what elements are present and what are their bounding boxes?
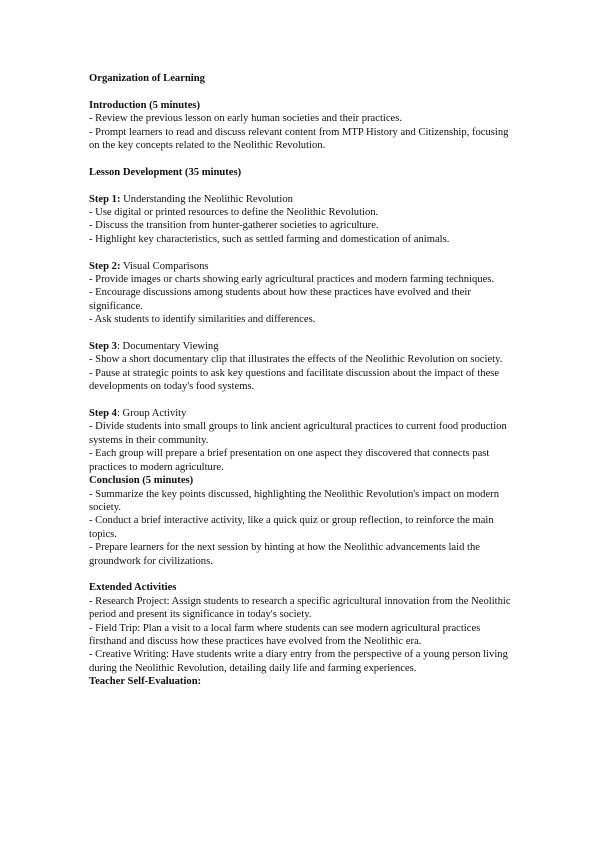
- introduction-section: [89, 99, 519, 153]
- step-2-section: [89, 260, 519, 327]
- step-1-item: - Discuss the transition from hunter-gatherer societies to agriculture.: [89, 220, 379, 232]
- step-3-item: - Pause at strategic points to ask key questions and facilitate discussion about the impact of these developments on today's food systems.: [89, 367, 500, 393]
- introduction-item: - Prompt learners to read and discuss relevant content from MTP History and Citizenship, focusing on the key concepts related to the Neolithic Revolution.: [89, 126, 509, 152]
- step-1-item: - Use digital or printed resources to define the Neolithic Revolution.: [89, 207, 379, 219]
- conclusion-item: - Prepare learners for the next session by hinting at how the Neolithic advancements laid the groundwork for civilizations.: [89, 542, 480, 567]
- step-1-label: Step 1:: [89, 193, 121, 205]
- teacher-self-evaluation-heading: Teacher Self-Evaluation:: [89, 676, 202, 688]
- step-3-label: Step 3: [89, 341, 117, 353]
- step-4-section: [89, 407, 519, 474]
- step-2-item: - Ask students to identify similarities and differences.: [89, 314, 316, 326]
- conclusion-section: [89, 474, 519, 568]
- step-2-label: Step 2:: [89, 260, 121, 272]
- extended-activities-section: [89, 581, 519, 675]
- conclusion-heading: Conclusion (5 minutes): [89, 475, 194, 487]
- introduction-heading: Introduction (5 minutes): [89, 99, 201, 111]
- step-2-item: - Encourage discussions among students about how these practices have evolved and their significance.: [89, 287, 471, 312]
- extended-activity-item: - Research Project: Assign students to research a specific agricultural innovation from the Neolithic period and present its significance in today's society.: [89, 595, 511, 621]
- step-1-item: - Highlight key characteristics, such as settled farming and domestication of animals.: [89, 233, 450, 245]
- introduction-item: - Review the previous lesson on early human societies and their practices.: [89, 113, 403, 125]
- step-2-item: - Provide images or charts showing early agricultural practices and modern farming techniques.: [89, 274, 495, 286]
- conclusion-item: - Summarize the key points discussed, highlighting the Neolithic Revolution's impact on modern society.: [89, 488, 500, 513]
- step-4-title: [89, 407, 519, 420]
- extended-activities-heading: Extended Activities: [89, 582, 177, 594]
- step-2-title: [89, 260, 519, 273]
- step-1-title: [89, 193, 519, 206]
- step-4-item: - Divide students into small groups to link ancient agricultural practices to current food production systems in their community.: [89, 421, 507, 446]
- step-3-title: [89, 340, 519, 353]
- step-4-name: : Group Activity: [116, 408, 187, 420]
- step-1-name: Understanding the Neolithic Revolution: [120, 193, 293, 205]
- step-3-item: - Show a short documentary clip that illustrates the effects of the Neolithic Revolution on society.: [89, 354, 503, 366]
- organization-heading: Organization of Learning: [89, 73, 205, 84]
- step-1-section: [89, 193, 519, 247]
- step-2-name: Visual Comparisons: [120, 260, 209, 272]
- step-3-section: [89, 340, 519, 394]
- extended-activity-item: - Field Trip: Plan a visit to a local farm where students can see modern agricultural practices firsthand and discuss how these practices have evolved from the Neolithic era.: [89, 622, 481, 647]
- step-4-item: - Each group will prepare a brief presentation on one aspect they discovered that connects past practices to modern agriculture.: [89, 448, 490, 473]
- conclusion-item: - Conduct a brief interactive activity, like a quick quiz or group reflection, to reinforce the main topics.: [89, 515, 494, 540]
- lesson-plan-content: [89, 72, 519, 689]
- lesson-development-heading: Lesson Development (35 minutes): [89, 166, 242, 178]
- step-4-label: Step 4: [89, 408, 117, 420]
- extended-activity-item: - Creative Writing: Have students write a diary entry from the perspective of a young person living during the Neolithic Revolution, detailing daily life and farming experiences.: [89, 649, 508, 674]
- step-3-name: : Documentary Viewing: [116, 341, 219, 353]
